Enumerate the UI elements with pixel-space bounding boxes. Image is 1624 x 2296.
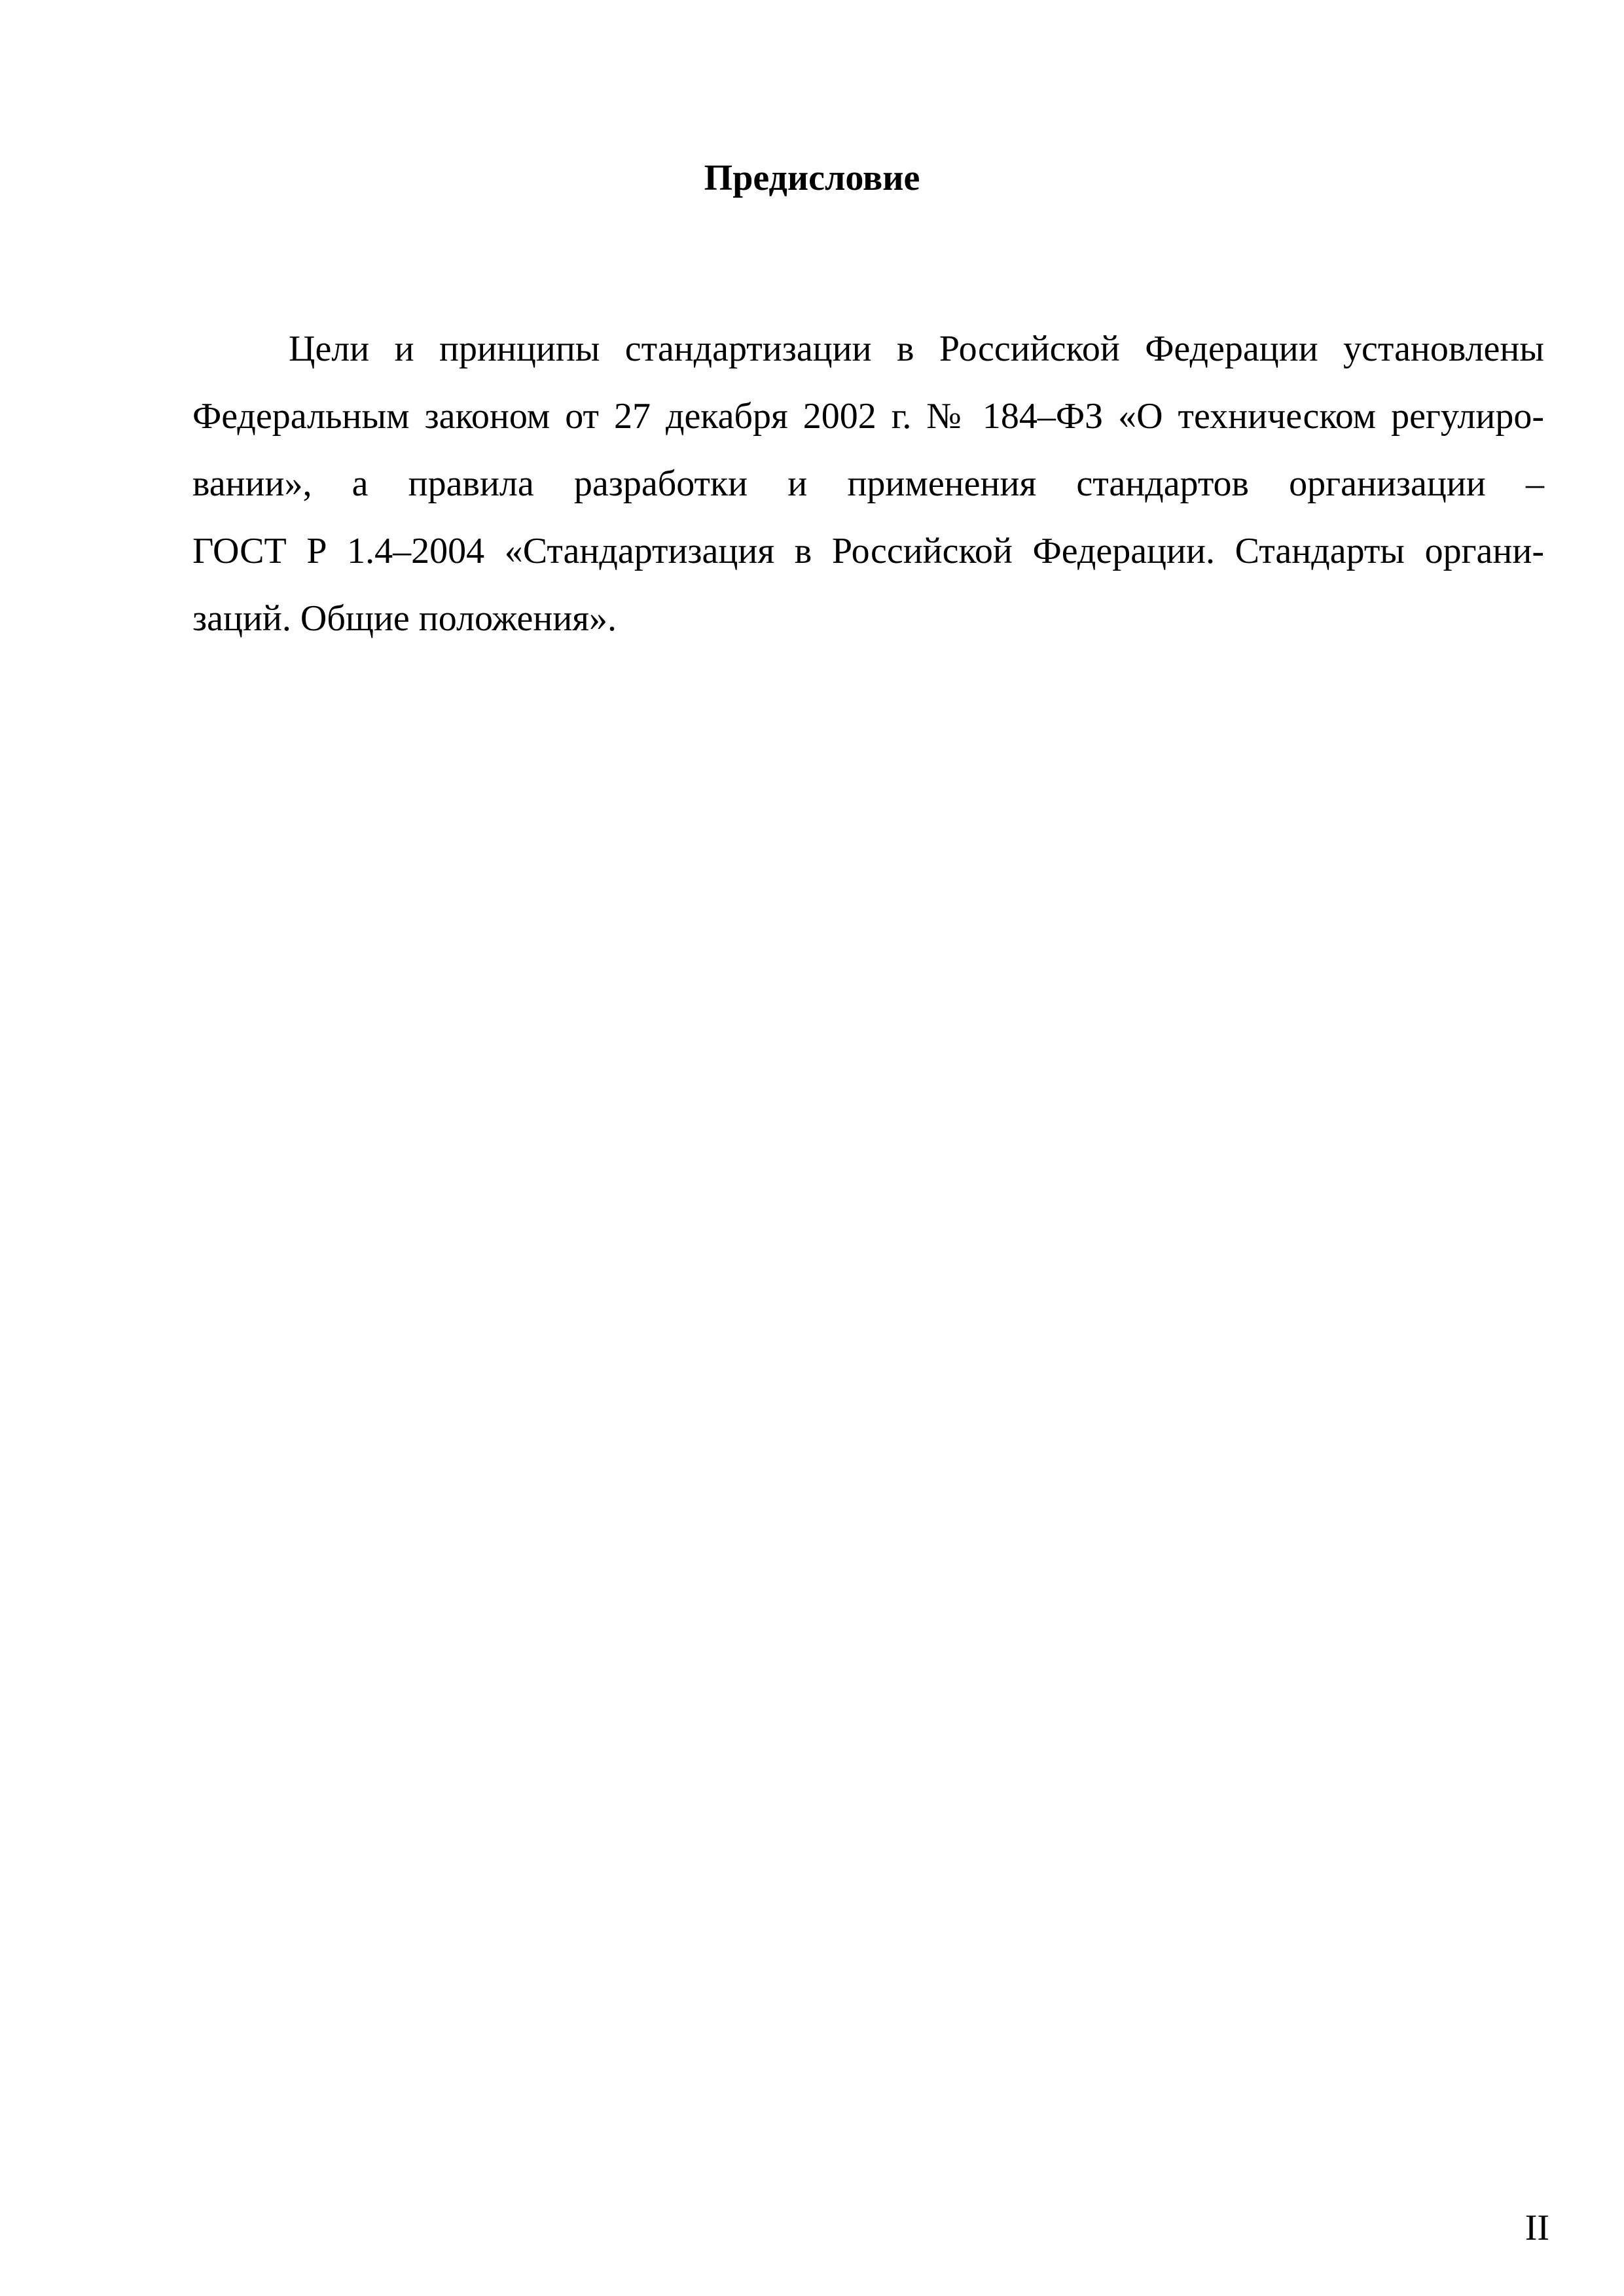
paragraph-line-2: Федеральным законом от 27 декабря 2002 г. № 184–ФЗ «О техническом регулиро- xyxy=(192,396,1544,437)
paragraph-line-3: вании», а правила разработки и применения стандартов организации – xyxy=(192,463,1544,504)
paragraph-line-1: Цели и принципы стандартизации в Российской Федерации установлены xyxy=(289,329,1544,369)
foreword-paragraph xyxy=(192,315,1544,653)
paragraph-line-5: заций. Общие положения». xyxy=(192,598,617,639)
page-title: Предисловие xyxy=(704,158,920,198)
paragraph-line-4: ГОСТ Р 1.4–2004 «Стандартизация в Российской Федерации. Стандарты органи- xyxy=(192,531,1544,571)
page-number: II xyxy=(1525,2208,1549,2248)
